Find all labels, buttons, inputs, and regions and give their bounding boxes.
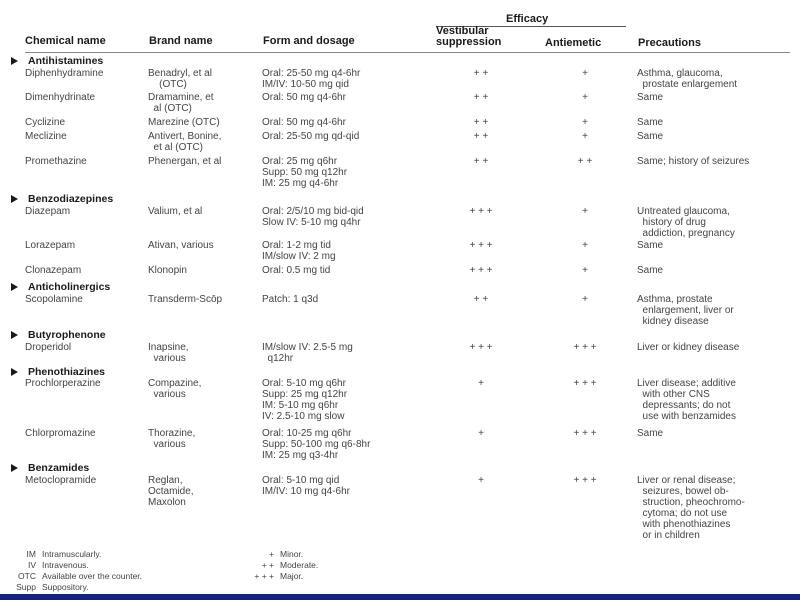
antiemetic-rating-cell: + + [577,156,593,167]
brand-name-cell: Klonopin [148,265,187,276]
vestibular-rating-cell: + + + [469,265,493,276]
form-dosage-cell: Oral: 1-2 mg tid IM/slow IV: 2 mg [262,240,336,262]
precautions-cell: Same [637,265,664,276]
brand-name-cell: Dramamine, et al (OTC) [148,92,214,114]
chemical-name-cell: Prochlorperazine [25,378,101,389]
chemical-name-header: Chemical name [25,35,106,47]
form-dosage-cell: Oral: 50 mg q4-6hr [262,117,346,128]
abbrev-text: Available over the counter. [42,571,143,581]
group-heading: Benzamides [28,462,90,474]
antiemetic-rating-cell: + [582,206,588,217]
group-arrow-icon [11,283,18,291]
antiemetic-rating-cell: + [582,92,588,103]
brand-name-cell: Ativan, various [148,240,214,251]
group-heading: Butyrophenone [28,329,106,341]
vestibular-rating-cell: + + [473,131,489,142]
group-arrow-icon [11,464,18,472]
brand-name-cell: Marezine (OTC) [148,117,220,128]
vestibular-rating-cell: + + [473,156,489,167]
brand-name-header: Brand name [149,35,213,47]
scale-text: Moderate. [280,560,319,570]
vestibular-rating-cell: + [478,428,484,439]
precautions-cell: Liver disease; additive with other CNS depressants; do not use with benzamides [637,378,736,422]
brand-name-cell: Phenergan, et al [148,156,222,167]
brand-name-cell: Reglan, Octamide, Maxolon [148,475,194,508]
form-dosage-cell: Oral: 25 mg q6hr Supp: 50 mg q12hr IM: 25 mg q4-6hr [262,156,348,189]
vestibular-rating-cell: + [478,378,484,389]
group-arrow-icon [11,368,18,376]
antiemetic-rating-cell: + [582,68,588,79]
chemical-name-cell: Lorazepam [25,240,76,251]
chemical-name-cell: Cyclizine [25,117,66,128]
precautions-cell: Same [637,428,664,439]
chemical-name-cell: Chlorpromazine [25,428,96,439]
vestibular-rating-cell: + + + [469,206,493,217]
antiemetic-rating-cell: + + + [573,378,597,389]
form-dosage-cell: Oral: 0.5 mg tid [262,265,331,276]
brand-name-cell: Inapsine, various [148,342,189,364]
abbrev-code: OTC [18,571,36,581]
antiemetic-rating-cell: + [582,117,588,128]
brand-name-cell: Benadryl, et al (OTC) [148,68,212,90]
group-arrow-icon [11,195,18,203]
bottom-bar [0,594,800,600]
chemical-name-cell: Droperidol [25,342,72,353]
abbrev-text: Suppository. [42,582,89,592]
group-heading: Antihistamines [28,55,104,67]
chemical-name-cell: Promethazine [25,156,87,167]
scale-text: Minor. [280,549,304,559]
group-heading: Anticholinergics [28,281,111,293]
form-dosage-cell: Oral: 5-10 mg q6hr Supp: 25 mg q12hr IM: 5-10 mg q6hr IV: 2.5-10 mg slow [262,378,348,422]
precautions-cell: Same [637,131,664,142]
precautions-cell: Asthma, prostate enlargement, liver or kidney disease [637,294,734,327]
vestibular-rating-cell: + [478,475,484,486]
antiemetic-rating-cell: + [582,294,588,305]
precautions-cell: Untreated glaucoma, history of drug addiction, pregnancy [637,206,735,239]
vestibular-rating-cell: + + [473,68,489,79]
vestibular-rating-cell: + + [473,92,489,103]
brand-name-cell: Antivert, Bonine, et al (OTC) [148,131,222,153]
scale-code: + + [261,560,274,570]
efficacy-header: Efficacy [506,13,549,25]
form-dosage-cell: Oral: 25-50 mg q4-6hr IM/IV: 10-50 mg qid [262,68,361,90]
precautions-cell: Liver or renal disease; seizures, bowel ob- struction, pheochromo- cytoma; do not use with phenothiazines or in children [637,475,745,541]
antiemetic-rating-cell: + [582,240,588,251]
antiemetic-rating-cell: + + + [573,342,597,353]
group-arrow-icon [11,331,18,339]
group-heading: Benzodiazepines [28,193,114,205]
abbrev-text: Intravenous. [42,560,89,570]
vestibular-rating-cell: + + [473,117,489,128]
brand-name-cell: Valium, et al [148,206,203,217]
precautions-cell: Same [637,117,664,128]
vestibular-rating-cell: + + + [469,342,493,353]
form-dosage-cell: Oral: 5-10 mg qid IM/IV: 10 mg q4-6hr [262,475,350,497]
brand-name-cell: Compazine, various [148,378,202,400]
header-rule [25,52,790,53]
precautions-cell: Same; history of seizures [637,156,750,167]
scale-code: + + + [254,571,274,581]
chemical-name-cell: Clonazepam [25,265,82,276]
vestibular-rating-cell: + + [473,294,489,305]
form-dosage-cell: Oral: 2/5/10 mg bid-qid Slow IV: 5-10 mg q4hr [262,206,364,228]
chemical-name-cell: Diazepam [25,206,71,217]
form-dosage-cell: IM/slow IV: 2.5-5 mg q12hr [262,342,353,364]
precautions-header: Precautions [638,37,701,49]
group-heading: Phenothiazines [28,366,106,378]
form-dosage-header: Form and dosage [263,35,355,47]
chemical-name-cell: Diphenhydramine [25,68,104,79]
antiemetic-rating-cell: + [582,265,588,276]
form-dosage-cell: Oral: 10-25 mg q6hr Supp: 50-100 mg q6-8hr IM: 25 mg q3-4hr [262,428,371,461]
chemical-name-cell: Metoclopramide [25,475,97,486]
abbrev-text: Intramuscularly. [42,549,102,559]
scale-code: + [269,549,274,559]
antiemetic-rating-cell: + + + [573,475,597,486]
vestibular-header-line1: Vestibular [436,25,489,37]
group-arrow-icon [11,57,18,65]
form-dosage-cell: Oral: 25-50 mg qd-qid [262,131,360,142]
brand-name-cell: Thorazine, various [148,428,196,450]
antiemetic-rating-cell: + + + [573,428,597,439]
scale-text: Major. [280,571,304,581]
precautions-cell: Same [637,92,664,103]
chemical-name-cell: Dimenhydrinate [25,92,96,103]
form-dosage-cell: Oral: 50 mg q4-6hr [262,92,346,103]
precautions-cell: Liver or kidney disease [637,342,740,353]
abbrev-code: IV [27,560,36,570]
antiemetic-rating-cell: + [582,131,588,142]
form-dosage-cell: Patch: 1 q3d [262,294,319,305]
vestibular-header-line2: suppression [436,36,502,48]
antiemetic-header: Antiemetic [545,37,602,49]
abbrev-code: IM [26,549,36,559]
precautions-cell: Same [637,240,664,251]
chemical-name-cell: Meclizine [25,131,67,142]
brand-name-cell: Transderm-Scōp [148,294,223,305]
precautions-cell: Asthma, glaucoma, prostate enlargement [637,68,738,90]
abbrev-code: Supp [16,582,36,592]
chemical-name-cell: Scopolamine [25,294,83,305]
vestibular-rating-cell: + + + [469,240,493,251]
